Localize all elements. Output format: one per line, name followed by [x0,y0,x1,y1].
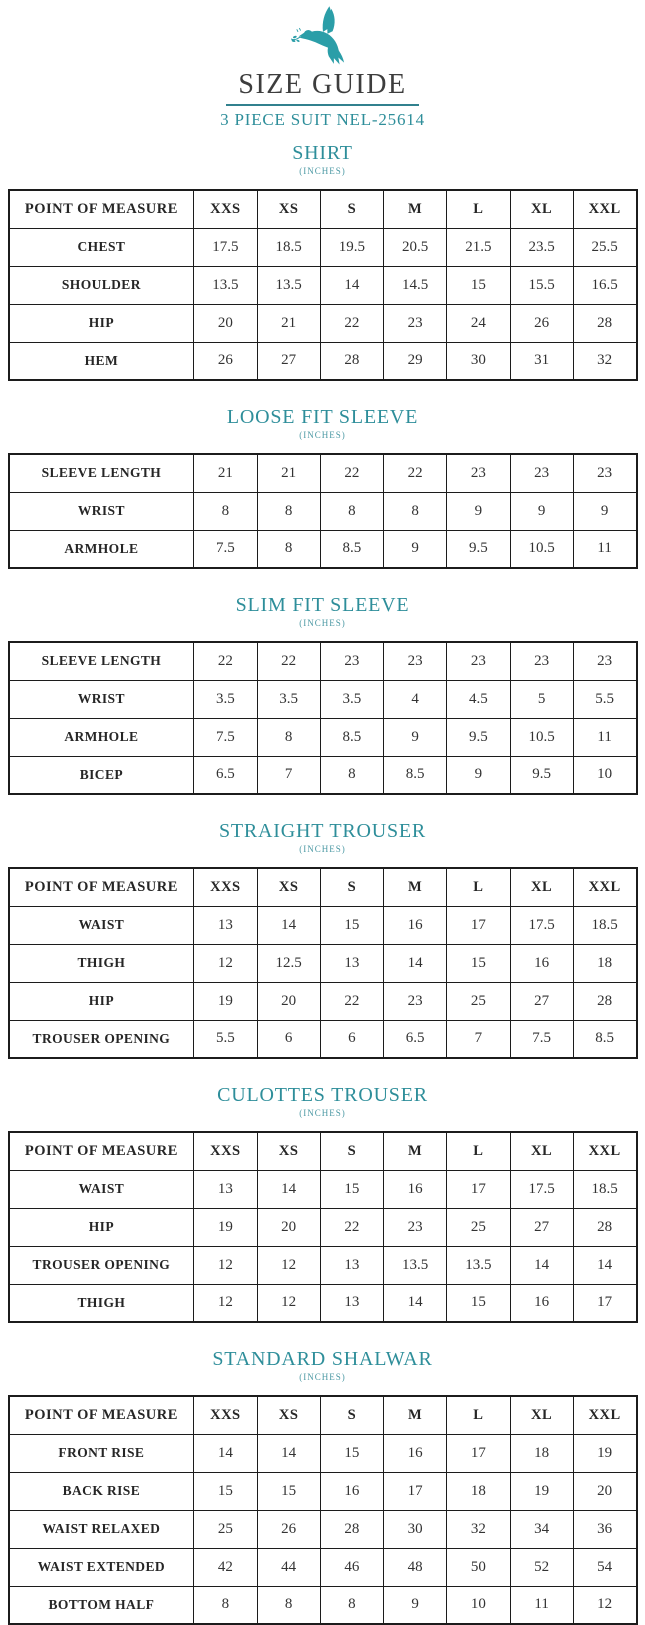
size-value: 5.5 [194,1020,257,1058]
size-column-header: XL [510,1132,573,1170]
size-value: 22 [257,642,320,680]
section-standard-shalwar [0,1348,645,1625]
size-value: 15 [447,1284,510,1322]
size-value: 3.5 [320,680,383,718]
size-column-header: XXL [573,1396,636,1434]
size-value: 9 [384,1586,447,1624]
size-value: 16 [510,944,573,982]
size-value: 14 [384,1284,447,1322]
page-subtitle: 3 PIECE SUIT NEL-25614 [220,110,425,129]
size-value: 13.5 [257,266,320,304]
size-column-header: XXS [194,190,257,228]
section-shirt [0,142,645,381]
size-column-header: XXS [194,1132,257,1170]
size-value: 7.5 [510,1020,573,1058]
size-value: 23 [447,642,510,680]
size-value: 14 [257,1434,320,1472]
size-value: 17.5 [510,1170,573,1208]
size-value: 7 [257,756,320,794]
size-value: 25 [447,982,510,1020]
table-row [9,342,637,380]
size-value: 6 [257,1020,320,1058]
size-value: 27 [510,982,573,1020]
table-row [9,680,637,718]
measure-label: FRONT RISE [9,1434,194,1472]
measure-label: TROUSER OPENING [9,1246,194,1284]
size-value: 13 [320,1284,383,1322]
size-value: 28 [573,304,636,342]
measure-label: WAIST [9,1170,194,1208]
size-value: 4 [384,680,447,718]
size-value: 15 [257,1472,320,1510]
table-row [9,906,637,944]
size-value: 9 [384,718,447,756]
measure-label: THIGH [9,1284,194,1322]
size-value: 11 [573,530,636,568]
table-row [9,1434,637,1472]
size-value: 7.5 [194,530,257,568]
size-column-header: S [320,1132,383,1170]
size-value: 18 [510,1434,573,1472]
size-value: 10.5 [510,530,573,568]
table-header-row [9,1132,637,1170]
size-value: 19 [510,1472,573,1510]
size-value: 14 [257,1170,320,1208]
size-value: 23 [320,642,383,680]
measure-label: THIGH [9,944,194,982]
size-value: 8 [320,1586,383,1624]
size-value: 28 [573,1208,636,1246]
size-value: 8 [320,492,383,530]
size-value: 14 [194,1434,257,1472]
section-loose-fit-sleeve [0,406,645,569]
size-value: 23 [510,454,573,492]
size-value: 48 [384,1548,447,1586]
size-value: 44 [257,1548,320,1586]
size-value: 22 [194,642,257,680]
size-column-header: M [384,868,447,906]
size-value: 13.5 [447,1246,510,1284]
size-column-header: XXS [194,1396,257,1434]
size-column-header: XL [510,190,573,228]
size-value: 8 [194,492,257,530]
table-row [9,266,637,304]
size-column-header: L [447,1132,510,1170]
size-value: 7 [447,1020,510,1058]
size-column-header: M [384,1132,447,1170]
size-value: 15 [447,944,510,982]
table-row [9,1246,637,1284]
measure-label: HIP [9,982,194,1020]
size-value: 12 [257,1246,320,1284]
size-value: 12.5 [257,944,320,982]
size-column-header: XL [510,1396,573,1434]
section-straight-trouser [0,820,645,1059]
size-column-header: XXL [573,868,636,906]
size-table [8,867,638,1059]
size-value: 20 [257,982,320,1020]
size-value: 17.5 [510,906,573,944]
size-value: 11 [573,718,636,756]
size-column-header: M [384,190,447,228]
measure-label: SLEEVE LENGTH [9,454,194,492]
size-column-header: S [320,190,383,228]
table-row [9,228,637,266]
size-value: 13 [194,906,257,944]
size-value: 32 [447,1510,510,1548]
section-culottes-trouser [0,1084,645,1323]
size-value: 6.5 [384,1020,447,1058]
size-value: 5 [510,680,573,718]
table-header-row [9,868,637,906]
size-value: 8.5 [573,1020,636,1058]
size-value: 26 [510,304,573,342]
size-value: 14 [573,1246,636,1284]
measure-label: WAIST [9,906,194,944]
size-value: 9.5 [447,530,510,568]
size-value: 52 [510,1548,573,1586]
unit-label: (INCHES) [299,618,346,628]
size-value: 34 [510,1510,573,1548]
size-value: 13 [320,1246,383,1284]
size-value: 9 [573,492,636,530]
size-value: 23 [573,454,636,492]
size-value: 22 [320,982,383,1020]
size-value: 12 [194,944,257,982]
table-row [9,642,637,680]
size-table [8,453,638,569]
section-heading: CULOTTES TROUSER [217,1084,428,1106]
size-value: 36 [573,1510,636,1548]
size-value: 28 [320,342,383,380]
size-value: 18.5 [573,906,636,944]
table-header-row [9,1396,637,1434]
unit-label: (INCHES) [299,166,346,176]
size-value: 15 [320,906,383,944]
size-value: 3.5 [257,680,320,718]
size-value: 12 [194,1284,257,1322]
size-value: 20 [573,1472,636,1510]
size-value: 18 [573,944,636,982]
size-value: 14 [320,266,383,304]
size-value: 14 [510,1246,573,1284]
measure-label: HIP [9,304,194,342]
size-value: 6.5 [194,756,257,794]
size-value: 13.5 [384,1246,447,1284]
measure-label: CHEST [9,228,194,266]
size-column-header: XXL [573,190,636,228]
point-of-measure-header: POINT OF MEASURE [9,868,194,906]
size-value: 8 [320,756,383,794]
size-value: 16 [384,906,447,944]
size-table [8,641,638,795]
size-value: 17 [447,1170,510,1208]
size-value: 15.5 [510,266,573,304]
point-of-measure-header: POINT OF MEASURE [9,1132,194,1170]
size-value: 6 [320,1020,383,1058]
size-value: 15 [320,1170,383,1208]
size-value: 8 [257,492,320,530]
size-value: 8.5 [320,530,383,568]
size-column-header: L [447,1396,510,1434]
table-row [9,1472,637,1510]
size-value: 19 [194,1208,257,1246]
size-value: 8.5 [384,756,447,794]
table-row [9,454,637,492]
size-value: 8.5 [320,718,383,756]
size-value: 8 [384,492,447,530]
measure-label: BOTTOM HALF [9,1586,194,1624]
size-value: 9.5 [510,756,573,794]
measure-label: HIP [9,1208,194,1246]
size-value: 12 [573,1586,636,1624]
size-value: 16 [384,1170,447,1208]
measure-label: WAIST EXTENDED [9,1548,194,1586]
size-value: 12 [257,1284,320,1322]
size-value: 22 [320,454,383,492]
size-value: 26 [194,342,257,380]
size-column-header: XS [257,1132,320,1170]
size-value: 22 [320,304,383,342]
measure-label: SHOULDER [9,266,194,304]
size-value: 13 [194,1170,257,1208]
point-of-measure-header: POINT OF MEASURE [9,1396,194,1434]
size-value: 23 [384,642,447,680]
table-row [9,304,637,342]
table-row [9,1548,637,1586]
size-value: 25 [447,1208,510,1246]
size-table [8,1395,638,1625]
page-title: SIZE GUIDE [226,69,418,106]
size-value: 28 [320,1510,383,1548]
size-column-header: XL [510,868,573,906]
size-value: 29 [384,342,447,380]
measure-label: SLEEVE LENGTH [9,642,194,680]
size-value: 18.5 [257,228,320,266]
table-row [9,718,637,756]
table-row [9,1510,637,1548]
size-value: 23 [573,642,636,680]
table-row [9,1170,637,1208]
size-column-header: L [447,190,510,228]
size-value: 23 [384,1208,447,1246]
section-heading: SHIRT [292,142,353,164]
size-value: 26 [257,1510,320,1548]
table-row [9,1208,637,1246]
size-value: 9 [447,756,510,794]
size-value: 23 [384,982,447,1020]
size-value: 15 [447,266,510,304]
size-value: 17.5 [194,228,257,266]
section-slim-fit-sleeve [0,594,645,795]
unit-label: (INCHES) [299,430,346,440]
size-value: 23 [510,642,573,680]
size-value: 20.5 [384,228,447,266]
size-value: 9 [447,492,510,530]
size-value: 23 [384,304,447,342]
size-value: 23.5 [510,228,573,266]
size-value: 15 [320,1434,383,1472]
size-column-header: XXS [194,868,257,906]
table-header-row [9,190,637,228]
size-value: 25.5 [573,228,636,266]
measure-label: WRIST [9,492,194,530]
size-column-header: L [447,868,510,906]
size-value: 17 [447,1434,510,1472]
size-table [8,189,638,381]
size-value: 7.5 [194,718,257,756]
size-value: 21 [257,454,320,492]
size-value: 19 [573,1434,636,1472]
size-value: 21 [194,454,257,492]
measure-label: BICEP [9,756,194,794]
point-of-measure-header: POINT OF MEASURE [9,190,194,228]
size-value: 32 [573,342,636,380]
size-value: 18.5 [573,1170,636,1208]
size-value: 14 [384,944,447,982]
size-guide-sections [0,142,645,1625]
size-value: 5.5 [573,680,636,718]
table-row [9,1284,637,1322]
size-value: 16 [510,1284,573,1322]
section-heading: SLIM FIT SLEEVE [235,594,410,616]
size-value: 13 [320,944,383,982]
measure-label: TROUSER OPENING [9,1020,194,1058]
measure-label: HEM [9,342,194,380]
measure-label: WAIST RELAXED [9,1510,194,1548]
size-value: 17 [447,906,510,944]
size-value: 10.5 [510,718,573,756]
size-value: 22 [384,454,447,492]
size-value: 17 [384,1472,447,1510]
size-value: 12 [194,1246,257,1284]
table-row [9,492,637,530]
size-value: 21.5 [447,228,510,266]
size-column-header: XS [257,1396,320,1434]
brand-logo [0,5,645,69]
size-value: 13.5 [194,266,257,304]
size-value: 46 [320,1548,383,1586]
size-column-header: S [320,1396,383,1434]
size-value: 27 [510,1208,573,1246]
size-value: 20 [257,1208,320,1246]
size-column-header: S [320,868,383,906]
table-row [9,756,637,794]
measure-label: ARMHOLE [9,718,194,756]
measure-label: BACK RISE [9,1472,194,1510]
size-value: 28 [573,982,636,1020]
table-row [9,1586,637,1624]
size-column-header: XS [257,190,320,228]
size-value: 14 [257,906,320,944]
size-value: 30 [447,342,510,380]
size-value: 9 [510,492,573,530]
size-value: 11 [510,1586,573,1624]
size-value: 16.5 [573,266,636,304]
size-column-header: M [384,1396,447,1434]
size-value: 14.5 [384,266,447,304]
size-value: 10 [573,756,636,794]
size-value: 30 [384,1510,447,1548]
measure-label: WRIST [9,680,194,718]
size-value: 42 [194,1548,257,1586]
size-value: 16 [384,1434,447,1472]
table-row [9,944,637,982]
size-value: 9.5 [447,718,510,756]
unit-label: (INCHES) [299,1108,346,1118]
size-value: 8 [257,530,320,568]
size-value: 27 [257,342,320,380]
size-column-header: XXL [573,1132,636,1170]
size-value: 10 [447,1586,510,1624]
size-value: 4.5 [447,680,510,718]
size-value: 31 [510,342,573,380]
unit-label: (INCHES) [299,844,346,854]
size-value: 8 [257,1586,320,1624]
size-value: 15 [194,1472,257,1510]
size-value: 25 [194,1510,257,1548]
section-heading: STANDARD SHALWAR [212,1348,433,1370]
size-value: 19 [194,982,257,1020]
table-row [9,1020,637,1058]
measure-label: ARMHOLE [9,530,194,568]
unit-label: (INCHES) [299,1372,346,1382]
size-column-header: XS [257,868,320,906]
size-value: 8 [257,718,320,756]
size-value: 24 [447,304,510,342]
size-value: 9 [384,530,447,568]
size-value: 3.5 [194,680,257,718]
size-value: 23 [447,454,510,492]
section-heading: STRAIGHT TROUSER [218,820,427,842]
size-value: 19.5 [320,228,383,266]
table-row [9,982,637,1020]
size-value: 21 [257,304,320,342]
size-value: 20 [194,304,257,342]
section-heading: LOOSE FIT SLEEVE [226,406,419,428]
size-value: 17 [573,1284,636,1322]
size-table [8,1131,638,1323]
size-value: 54 [573,1548,636,1586]
size-value: 18 [447,1472,510,1510]
document-header [0,0,645,130]
size-value: 8 [194,1586,257,1624]
size-value: 50 [447,1548,510,1586]
table-row [9,530,637,568]
size-value: 22 [320,1208,383,1246]
size-value: 16 [320,1472,383,1510]
